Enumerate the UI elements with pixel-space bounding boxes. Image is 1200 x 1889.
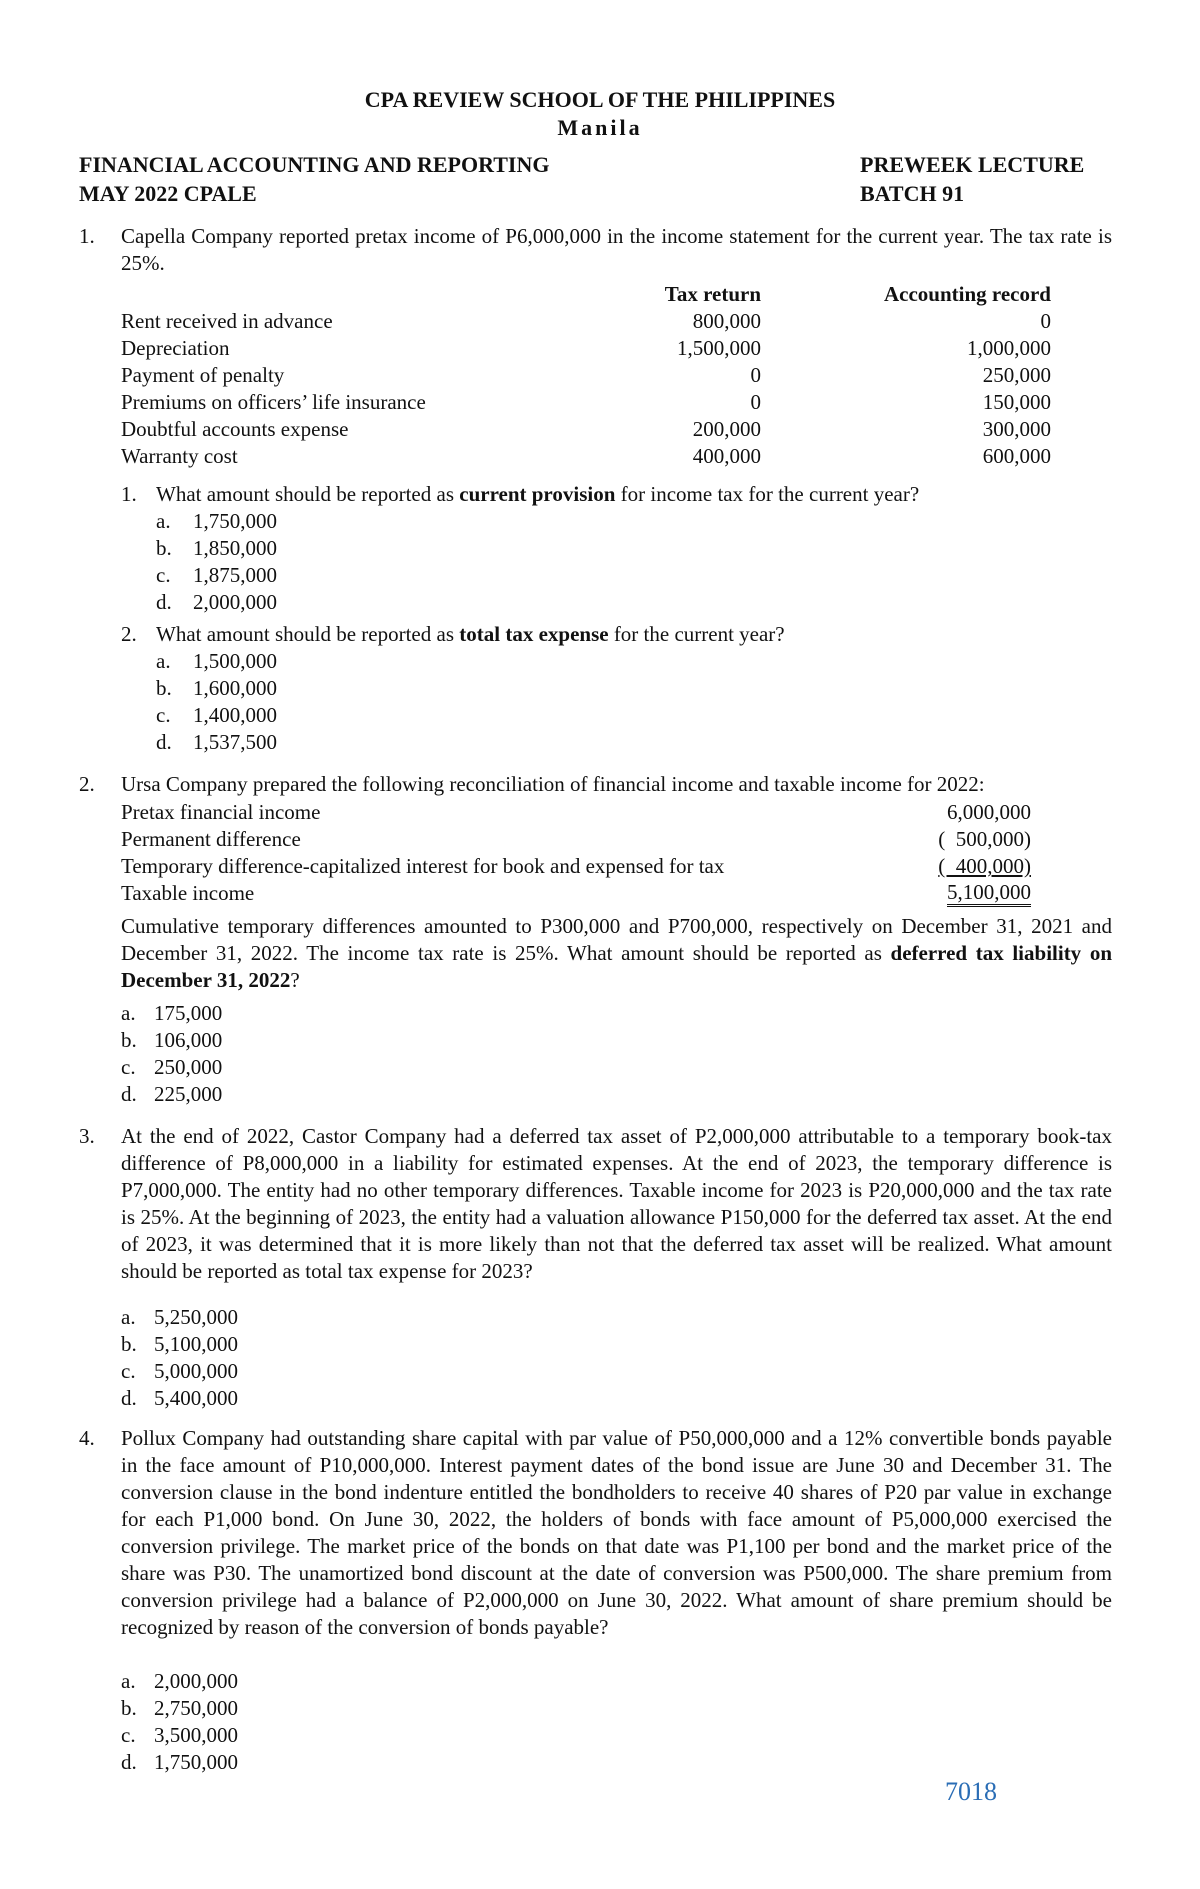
- table-row: [121, 416, 1051, 443]
- accounting-record-value: 300,000: [982, 417, 1051, 441]
- column-header-accounting-record: Accounting record: [883, 282, 1051, 306]
- page-number: 7018: [945, 1777, 997, 1806]
- option-value: 5,400,000: [154, 1386, 238, 1410]
- tax-return-value: 200,000: [692, 417, 761, 441]
- question-text: At the end of 2022, Castor Company had a deferred tax asset of P2,000,000 attributable to a temporary book-tax difference of P8,000,000 in a liability for estimated expenses. At the end of 2023, the temporary difference is P7,000,000. The entity had no other temporary differences. Taxable income for 2023 is P20,000,000 and the tax rate is 25%. At the beginning of 2023, the entity had a valuation allowance P150,000 for the deferred tax asset. At the end of 2023, it was determined that it is more likely than not that the deferred tax asset will be realized. What amount should be reported as total tax expense for 2023?: [121, 1124, 1112, 1283]
- tax-return-value: 0: [750, 363, 761, 387]
- option-value: 225,000: [154, 1082, 223, 1106]
- option-letter: c.: [156, 563, 171, 587]
- school-city: Manila: [557, 115, 643, 140]
- option-value: 1,600,000: [193, 676, 277, 700]
- option-value: 175,000: [154, 1001, 223, 1025]
- subject-header: [79, 150, 549, 208]
- options-list: [156, 508, 1111, 616]
- sub-question-text: What amount should be reported as current provision for income tax for the current year?: [156, 482, 920, 506]
- question-2-continued: [79, 913, 1112, 994]
- option-letter: b.: [121, 1332, 137, 1356]
- accounting-record-value: 1,000,000: [967, 336, 1051, 360]
- table-row: [121, 389, 1051, 416]
- option-value: 2,750,000: [154, 1696, 238, 1720]
- batch-title: BATCH 91: [860, 181, 965, 206]
- option-letter: a.: [121, 1305, 136, 1329]
- tax-return-value: 1,500,000: [677, 336, 761, 360]
- reconciliation-table: [121, 799, 1031, 907]
- table-row: [121, 362, 1051, 389]
- table-body: [121, 308, 1051, 470]
- accounting-record-value: 250,000: [982, 363, 1051, 387]
- option-letter: d.: [121, 1750, 137, 1774]
- question-text: Capella Company reported pretax income of P6,000,000 in the income statement for the current year. The tax rate is 25%.: [121, 224, 1112, 275]
- option-value: 2,000,000: [154, 1669, 238, 1693]
- option-letter: c.: [121, 1723, 136, 1747]
- lecture-title: PREWEEK LECTURE: [860, 152, 1085, 177]
- option-letter: b.: [156, 676, 172, 700]
- option-value: 5,100,000: [154, 1332, 238, 1356]
- question-number: 4.: [79, 1426, 95, 1450]
- answer-option: [156, 648, 1111, 675]
- table-row: [121, 443, 1051, 470]
- answer-option: [156, 589, 1111, 616]
- school-name: CPA REVIEW SCHOOL OF THE PHILIPPINES: [364, 87, 836, 112]
- option-value: 1,875,000: [193, 563, 277, 587]
- option-value: 1,750,000: [193, 509, 277, 533]
- column-header-tax-return: Tax return: [664, 282, 761, 306]
- option-letter: d.: [156, 730, 172, 754]
- option-value: 1,400,000: [193, 703, 277, 727]
- option-value: 2,000,000: [193, 590, 277, 614]
- q1-table: [121, 281, 1051, 470]
- reconciliation-row: Taxable income 5,100,000: [121, 880, 1031, 905]
- table-header-row: [121, 281, 1051, 308]
- option-value: 5,250,000: [154, 1305, 238, 1329]
- question-text: Cumulative temporary differences amounted to P300,000 and P700,000, respectively on December 31, 2021 and December 31, 2022. The income tax rate is 25%. What amount should be reported as deferred tax liability on December 31, 2022?: [121, 914, 1112, 992]
- tax-return-value: 0: [750, 390, 761, 414]
- question-number: 3.: [79, 1124, 95, 1148]
- sub-question-text: What amount should be reported as total tax expense for the current year?: [156, 622, 785, 646]
- answer-option: [156, 729, 1111, 756]
- option-letter: c.: [121, 1055, 136, 1079]
- tax-return-value: 400,000: [692, 444, 761, 468]
- sub-question-number: 2.: [121, 622, 137, 646]
- reconciliation-row: Temporary difference-capitalized interest for book and expensed for tax ( 400,000): [121, 854, 1031, 878]
- answer-option: [156, 675, 1111, 702]
- option-letter: c.: [121, 1359, 136, 1383]
- subject-title: FINANCIAL ACCOUNTING AND REPORTING: [79, 152, 550, 177]
- q1-sub-question-2: [121, 621, 1111, 756]
- row-label: Payment of penalty: [121, 363, 285, 387]
- option-letter: c.: [156, 703, 171, 727]
- question-text: Ursa Company prepared the following reconciliation of financial income and taxable income for 2022:: [121, 772, 985, 796]
- accounting-record-value: 150,000: [982, 390, 1051, 414]
- exam-title: MAY 2022 CPALE: [79, 181, 257, 206]
- reconciliation-row: Pretax financial income 6,000,000: [121, 800, 1031, 824]
- row-label: Depreciation: [121, 336, 230, 360]
- option-letter: a.: [156, 509, 171, 533]
- answer-option: [156, 562, 1111, 589]
- question-number: 2.: [79, 772, 95, 796]
- row-label: Doubtful accounts expense: [121, 417, 349, 441]
- option-letter: b.: [156, 536, 172, 560]
- option-letter: a.: [121, 1669, 136, 1693]
- accounting-record-value: 600,000: [982, 444, 1051, 468]
- option-value: 250,000: [154, 1055, 223, 1079]
- answer-option: [156, 702, 1111, 729]
- answer-option: [156, 535, 1111, 562]
- tax-return-value: 800,000: [692, 309, 761, 333]
- option-value: 106,000: [154, 1028, 223, 1052]
- row-label: Premiums on officers’ life insurance: [121, 390, 426, 414]
- option-value: 3,500,000: [154, 1723, 238, 1747]
- question-2: [79, 771, 1112, 798]
- question-text: Pollux Company had outstanding share capital with par value of P50,000,000 and a 12% convertible bonds payable in the face amount of P10,000,000. Interest payment dates of the bond issue are June 30 and December 31. The conversion clause in the bond indenture entitled the bondholders to receive 40 shares of P20 par value in exchange for each P1,000 bond. On June 30, 2022, the holders of bonds with face amount of P5,000,000 exercised the conversion privilege. The market price of the bonds on that date was P1,100 per bond and the market price of the share was P30. The unamortized bond discount at the date of conversion was P500,000. The share premium from conversion privilege had a balance of P2,000,000 on June 30, 2022. What amount of share premium should be recognized by reason of the conversion of bonds payable?: [121, 1426, 1112, 1639]
- table-row: [121, 335, 1051, 362]
- option-value: 1,500,000: [193, 649, 277, 673]
- sub-question-number: 1.: [121, 482, 137, 506]
- accounting-record-value: 0: [1040, 309, 1051, 333]
- q1-sub-question-1: [121, 481, 1111, 616]
- option-letter: d.: [121, 1386, 137, 1410]
- option-value: 1,537,500: [193, 730, 277, 754]
- option-letter: b.: [121, 1028, 137, 1052]
- option-letter: d.: [156, 590, 172, 614]
- table-row: [121, 308, 1051, 335]
- question-4: [79, 1425, 1112, 1641]
- option-letter: a.: [121, 1001, 136, 1025]
- option-value: 5,000,000: [154, 1359, 238, 1383]
- answer-option: [156, 508, 1111, 535]
- question-3: [79, 1123, 1112, 1285]
- lecture-header: [860, 150, 1084, 208]
- option-value: 1,850,000: [193, 536, 277, 560]
- option-letter: d.: [121, 1082, 137, 1106]
- option-letter: b.: [121, 1696, 137, 1720]
- row-label: Warranty cost: [121, 444, 238, 468]
- reconciliation-row: Permanent difference ( 500,000): [121, 827, 1031, 851]
- options-list: [156, 648, 1111, 756]
- question-1: [79, 223, 1112, 277]
- question-number: 1.: [79, 224, 95, 248]
- option-letter: a.: [156, 649, 171, 673]
- row-label: Rent received in advance: [121, 309, 333, 333]
- option-value: 1,750,000: [154, 1750, 238, 1774]
